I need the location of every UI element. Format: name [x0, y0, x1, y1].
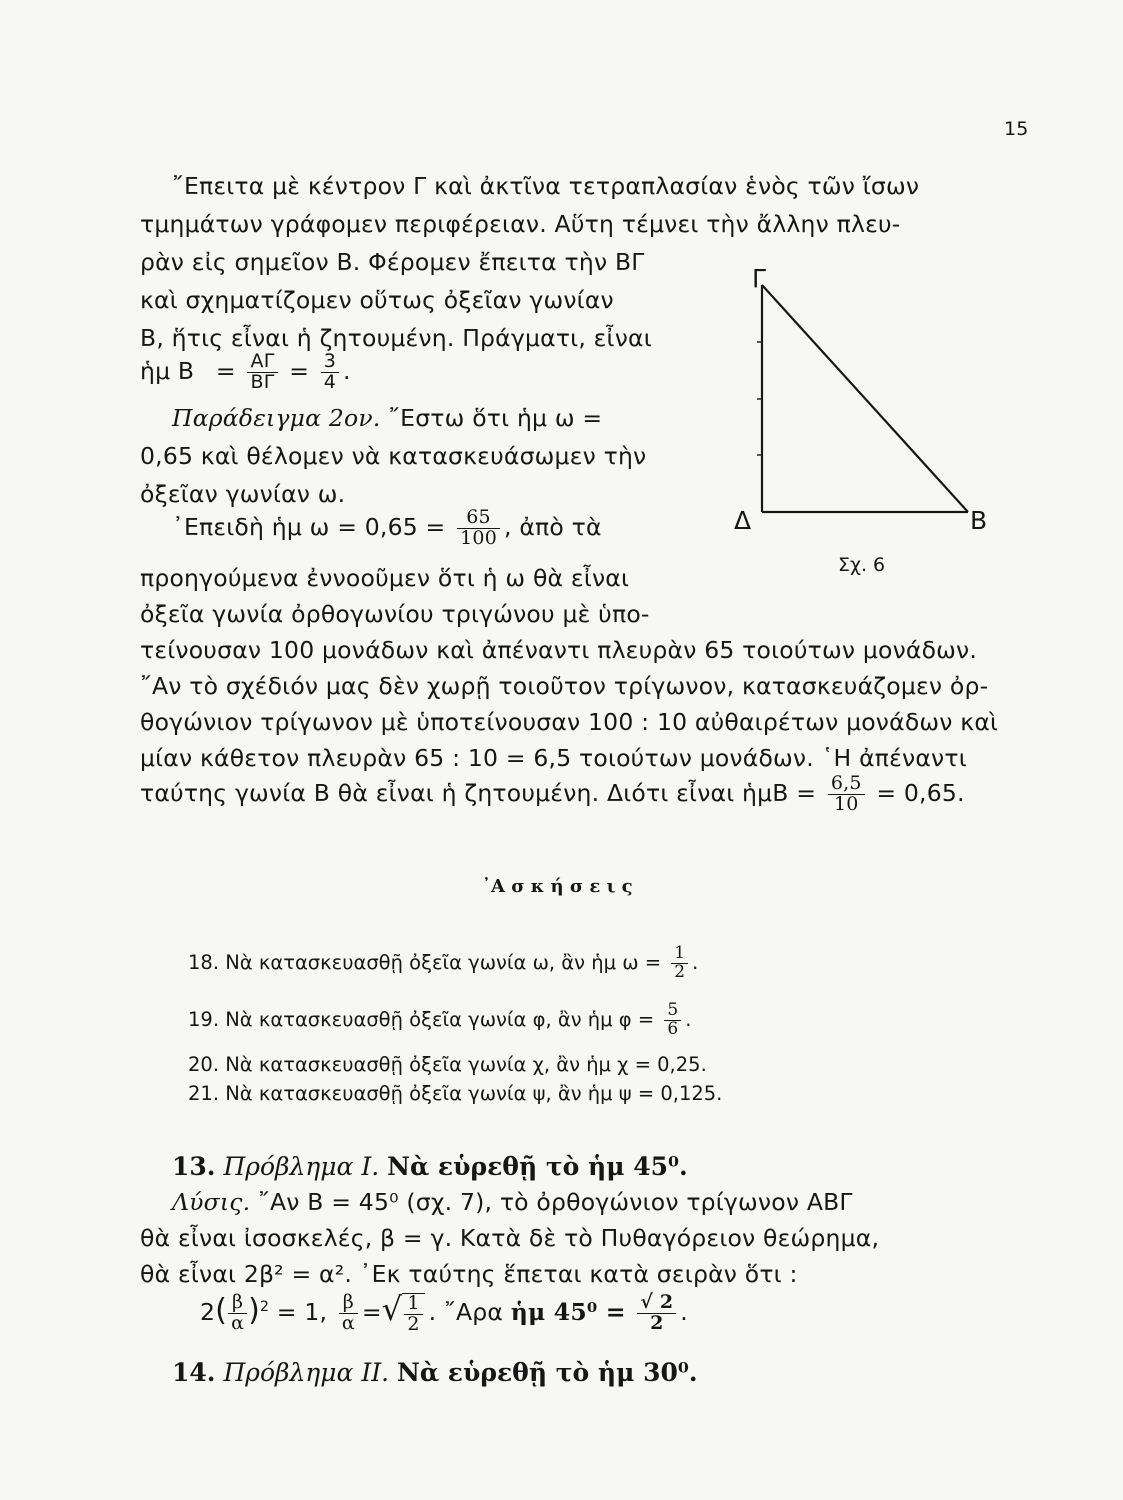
formula-sin-b-end: .: [343, 356, 351, 385]
formula-2-paren-open: (: [215, 1293, 228, 1328]
paragraph-2-line-3: ὀξεῖα γωνία ὀρθογωνίου τριγώνου μὲ ὑπο-: [140, 600, 650, 628]
example-2-text: ῎Εστω ὅτι ἡμ ω =: [380, 404, 603, 432]
solution-label: Λύσις.: [172, 1188, 251, 1216]
paragraph-1-line-3: ρὰν εἰς σημεῖον Β. Φέρομεν ἔπειτα τὴν ΒΓ: [140, 248, 645, 276]
fraction-65-numerator: 65: [457, 508, 500, 529]
fraction-6-5-10: [828, 774, 865, 815]
solution-line-3: θὰ εἶναι 2β² = α². ᾿Εκ ταύτης ἕπεται κατὰ σειρὰν ὅτι :: [140, 1260, 798, 1288]
formula-2-coefficient: 2: [200, 1298, 216, 1326]
exercise-20-text: Νὰ κατασκευασθῇ ὀξεῖα γωνία χ, ἂν ἡμ χ = 0,25.: [225, 1053, 707, 1076]
formula-2-beta-alpha: [228, 1293, 247, 1334]
exercise-19-text: Νὰ κατασκευασθῇ ὀξεῖα γωνία φ, ἂν ἡμ φ =: [225, 1007, 655, 1031]
exercise-21-number: 21.: [188, 1082, 220, 1105]
paragraph-2-line-5: ῎Αν τὸ σχέδιόν μας δὲν χωρῇ τοιοῦτον τρίγωνον, κατασκευάζομεν ὀρ-: [140, 672, 989, 700]
problem-14-number: 14.: [172, 1358, 216, 1387]
fraction-4-denominator: 4: [323, 370, 337, 393]
page-number: 15: [1004, 118, 1029, 140]
example-2-line-1: [172, 404, 602, 432]
paragraph-2-line-8: [140, 774, 965, 815]
formula-sin-b-eq: =: [215, 356, 236, 385]
figure-label-beta: Β: [970, 506, 988, 535]
formula-2-exponent: 2: [260, 1299, 270, 1316]
exercise-19-denominator: 6: [667, 1018, 679, 1039]
fraction-ag-denominator: ΒΓ: [250, 370, 275, 393]
formula-sin-45: [200, 1290, 688, 1334]
formula-2-root-fraction: [402, 1293, 424, 1335]
example-2-line-2: 0,65 καὶ θέλομεν νὰ κατασκευάσωμεν τὴν: [140, 442, 647, 470]
fraction-3-4: [321, 352, 339, 393]
formula-2-alpha: α: [231, 1312, 245, 1334]
exercise-20: [188, 1053, 707, 1076]
exercise-18-denominator: 2: [674, 961, 686, 982]
figure-caption: Σχ. 6: [838, 554, 886, 576]
solution-line-1: [172, 1188, 853, 1216]
paragraph-1-line-4: καὶ σχηματίζομεν οὕτως ὀξεῖαν γωνίαν: [140, 286, 614, 314]
formula-2-result-fraction: [637, 1293, 676, 1334]
problem-14-title: Πρόβλημα ΙΙ.: [223, 1358, 390, 1387]
problem-13-number: 13.: [172, 1152, 216, 1181]
fraction-100-denominator: 100: [460, 526, 497, 549]
fraction-65-100: [457, 508, 500, 549]
fraction-ag-bg: [247, 352, 277, 393]
formula-2-two: 2: [407, 1312, 420, 1335]
problem-14-heading: [172, 1358, 698, 1387]
fraction-10-denominator: 10: [833, 792, 859, 815]
paragraph-2-last-start: ταύτης γωνία Β θὰ εἶναι ἡ ζητουμένη. Διότι εἶναι ἡμΒ =: [140, 778, 817, 807]
solution-text-1: ῎Αν Β = 45⁰ (σχ. 7), τὸ ὀρθογώνιον τρίγωνον ΑΒΓ: [250, 1188, 853, 1216]
formula-2-radical: √: [381, 1290, 403, 1328]
fraction-3-numerator: 3: [321, 352, 339, 373]
exercise-19-number: 19.: [188, 1007, 220, 1031]
formula-2-equals: =: [361, 1298, 382, 1326]
exercise-18-text: Νὰ κατασκευασθῇ ὀξεῖα γωνία ω, ἂν ἡμ ω =: [225, 950, 662, 974]
figure-6-triangle: [725, 255, 1025, 595]
formula-2-root-2: √ 2: [637, 1293, 676, 1314]
example-2-label: Παράδειγμα 2ον.: [172, 404, 381, 432]
formula-2-beta-alpha-2: [339, 1293, 358, 1334]
fraction-6-5-numerator: 6,5: [828, 774, 865, 795]
paragraph-2-line-2: προηγούμενα ἐννοοῦμεν ὅτι ἡ ω θὰ εἶναι: [140, 564, 630, 592]
solution-line-2: θὰ εἶναι ἰσοσκελές, β = γ. Κατὰ δὲ τὸ Πυθαγόρειον θεώρημα,: [140, 1224, 880, 1252]
exercises-heading: ᾿Α σ κ ή σ ε ι ς: [482, 876, 633, 897]
formula-2-paren-close: ): [248, 1293, 260, 1328]
exercise-19-fraction: [664, 1002, 681, 1039]
formula-2-therefore: . ῎Αρα: [428, 1298, 504, 1326]
formula-2-end: .: [680, 1298, 688, 1326]
exercise-18: [188, 945, 698, 982]
formula-sin-b-prefix: ἡμ Β: [140, 356, 195, 385]
formula-2-result-label: ἡμ 45⁰ =: [510, 1298, 626, 1326]
formula-2-equals-one: = 1,: [276, 1298, 328, 1326]
exercise-18-end: .: [692, 950, 699, 974]
problem-13-statement: Νὰ εὑρεθῇ τὸ ἡμ 45⁰.: [387, 1152, 688, 1181]
formula-2-one: 1: [404, 1294, 422, 1315]
exercise-19: [188, 1002, 691, 1039]
figure-label-delta: Δ: [734, 506, 752, 535]
problem-13-heading: [172, 1152, 688, 1181]
exercise-21: [188, 1082, 722, 1105]
paragraph-2-line-6: θογώνιον τρίγωνον μὲ ὑποτείνουσαν 100 : 10 αὐθαιρέτων μονάδων καὶ: [140, 708, 999, 736]
exercise-18-numerator: 1: [671, 945, 688, 964]
paragraph-2-line-4: τείνουσαν 100 μονάδων καὶ ἀπέναντι πλευρὰν 65 τοιούτων μονάδων.: [140, 636, 978, 664]
formula-2-alpha-2: α: [341, 1312, 355, 1334]
formula-2-result-denominator: 2: [650, 1312, 664, 1334]
exercise-20-number: 20.: [188, 1053, 220, 1076]
paragraph-1-line-1: ῎Επειτα μὲ κέντρον Γ καὶ ἀκτῖνα τετραπλασίαν ἑνὸς τῶν ἴσων: [172, 172, 920, 200]
paragraph-2-line-1: [172, 508, 602, 549]
paragraph-2-start: ᾿Επειδὴ ἡμ ω = 0,65 =: [172, 512, 446, 541]
exercise-19-numerator: 5: [664, 1002, 681, 1021]
figure-label-gamma: Γ: [752, 264, 766, 293]
example-2-line-3: ὀξεῖαν γωνίαν ω.: [140, 480, 346, 508]
formula-2-beta-2: β: [339, 1293, 358, 1314]
exercise-18-fraction: [671, 945, 688, 982]
paragraph-2-end: , ἀπὸ τὰ: [504, 512, 602, 541]
problem-13-title: Πρόβλημα Ι.: [223, 1152, 380, 1181]
fraction-ag-numerator: ΑΓ: [247, 352, 277, 373]
exercise-21-text: Νὰ κατασκευασθῇ ὀξεῖα γωνία ψ, ἂν ἡμ ψ = 0,125.: [225, 1082, 723, 1105]
formula-sin-b-eq-2: =: [289, 356, 310, 385]
problem-14-statement: Νὰ εὑρεθῇ τὸ ἡμ 30⁰.: [397, 1358, 698, 1387]
paragraph-2-last-end: = 0,65.: [876, 778, 965, 807]
exercise-19-end: .: [685, 1007, 692, 1031]
paragraph-1-line-5: Β, ἥτις εἶναι ἡ ζητουμένη. Πράγματι, εἶναι: [140, 324, 652, 352]
paragraph-1-line-2: τμημάτων γράφομεν περιφέρειαν. Αὕτη τέμνει τὴν ἄλλην πλευ-: [140, 210, 901, 238]
formula-sin-b: [140, 352, 351, 393]
formula-2-beta: β: [228, 1293, 247, 1314]
paragraph-2-line-7: μίαν κάθετον πλευρὰν 65 : 10 = 6,5 τοιούτων μονάδων. ῾Η ἀπέναντι: [140, 744, 967, 772]
triangle-hypotenuse: [762, 285, 968, 512]
exercise-18-number: 18.: [188, 950, 220, 974]
